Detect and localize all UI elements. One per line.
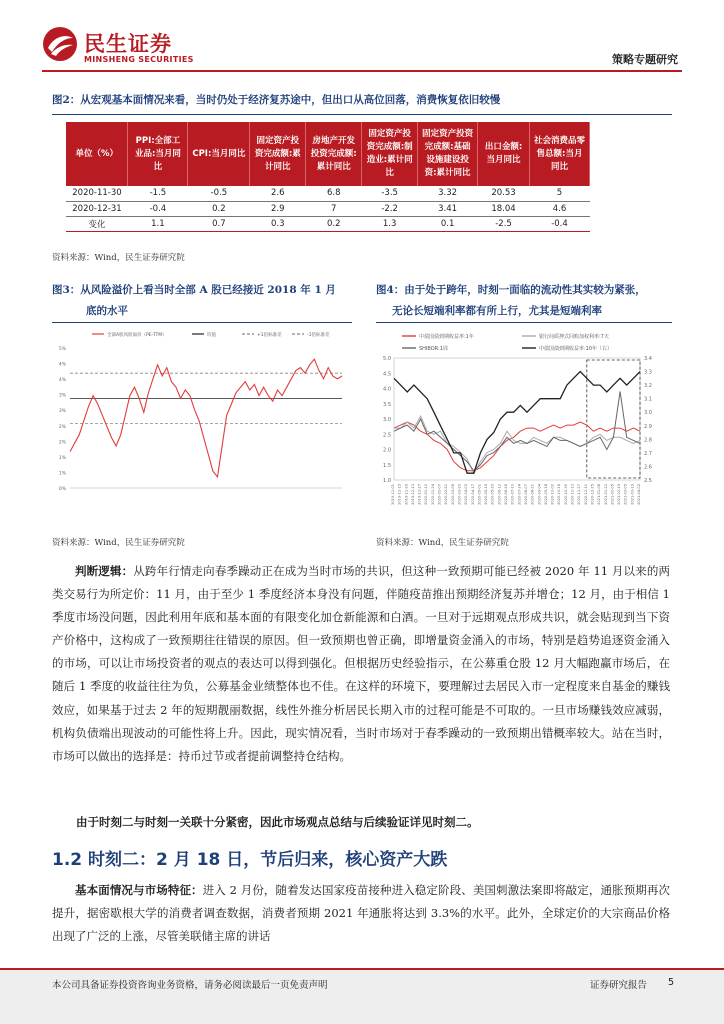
table-cell: -0.4 (128, 201, 188, 216)
x-tick-label: 2020-05-01 (477, 484, 482, 505)
y-left-tick-label: 2.5 (383, 432, 391, 439)
rate-series-line (394, 416, 640, 474)
page-header (0, 0, 724, 74)
y-left-tick-label: 1.5 (383, 462, 391, 469)
y-left-tick-label: 3.0 (383, 417, 391, 423)
table-cell: 0.7 (188, 216, 250, 231)
table-cell: 2020-11-30 (66, 186, 128, 201)
y-tick-label: 4% (58, 362, 66, 368)
table-cell: 0.3 (250, 216, 306, 231)
x-tick-label: 2020-05-15 (484, 484, 489, 505)
x-tick-label: 2020-04-03 (464, 484, 469, 505)
x-tick-label: 2019-12-13 (410, 484, 415, 505)
y-left-tick-label: 4.5 (383, 371, 391, 378)
figure4-caption-line1: 图4：由于处于跨年，时刻一面临的流动性其实较为紧张， (376, 284, 646, 296)
risk-premium-chart (52, 326, 352, 526)
y-tick-label: 2% (58, 424, 66, 430)
table-cell: 5 (530, 186, 590, 201)
table-cell: 1.1 (128, 216, 188, 231)
figure2-caption-underline (52, 114, 672, 115)
rate-series-line (394, 422, 640, 471)
x-tick-label: 2020-02-21 (444, 484, 449, 505)
x-tick-label: 2020-04-17 (470, 484, 475, 505)
table-header-cell: 出口金额:当月同比 (478, 122, 530, 186)
figure3-caption-line1: 图3：从风险溢价上看当时全部 A 股已经接近 2018 年 1 月 (52, 284, 336, 296)
fundamentals-text: 进入 2 月份，随着发达国家疫苗接种进入稳定阶段、美国刺激法案即将敲定，通胀预期再次提升，据密歇根大学的消费者调查数据，消费者预期 2021 年通胀将达到 3.3%的水平。此外，全球定价的大宗商品价格出现了广泛的上涨，尽管美联储主席的讲话 (52, 883, 671, 944)
table-header-cell: PPI:全部工业品:当月同比 (128, 122, 188, 186)
table-cell: 1.3 (362, 216, 418, 231)
x-tick-label: 2021-03-19 (630, 484, 635, 505)
legend-label: 中债国债到期收益率:10年（右） (539, 346, 613, 352)
y-right-tick-label: 3.3 (644, 369, 652, 376)
table-cell: 0.2 (306, 216, 362, 231)
table-cell: 3.41 (418, 201, 478, 216)
rate-series-line (394, 392, 640, 471)
y-right-tick-label: 2.8 (644, 437, 652, 444)
x-tick-label: 2020-11-27 (577, 484, 582, 505)
table-cell: -0.4 (530, 216, 590, 231)
y-tick-label: 1% (58, 471, 66, 477)
y-right-tick-label: 2.5 (644, 478, 652, 484)
header-divider (42, 70, 682, 72)
y-right-tick-label: 2.9 (644, 423, 652, 430)
table-row (66, 216, 590, 231)
figure3-caption-line2: 底的水平 (86, 305, 128, 317)
y-tick-label: 4% (58, 378, 66, 384)
x-tick-label: 2020-10-16 (557, 484, 562, 505)
table-header-cell: 房地产开发投资完成额:累计同比 (306, 122, 362, 186)
plot-frame (394, 358, 640, 480)
table-header-cell: 固定资产投资完成额:基础设施建设投资:累计同比 (418, 122, 478, 186)
x-tick-label: 2020-06-12 (497, 484, 502, 505)
minsheng-logo (42, 26, 212, 70)
x-tick-label: 2020-03-06 (450, 484, 455, 505)
table-header-cell: 固定资产投资完成额:累计同比 (250, 122, 306, 186)
figure4-caption-underline (376, 322, 672, 323)
y-left-tick-label: 5.0 (383, 356, 391, 362)
minsheng-logo-icon (42, 26, 78, 62)
logo-text-en: MINSHENG SECURITIES (84, 55, 194, 64)
table-cell: 0.1 (418, 216, 478, 231)
legend-label: +1倍标准差 (257, 333, 282, 338)
y-left-tick-label: 4.0 (383, 386, 391, 393)
y-tick-label: 2% (58, 440, 66, 446)
table-cell: -2.5 (478, 216, 530, 231)
table-cell: 4.6 (530, 201, 590, 216)
x-tick-label: 2020-08-07 (523, 484, 528, 505)
table-cell: 20.53 (478, 186, 530, 201)
y-right-tick-label: 3.2 (644, 383, 652, 390)
report-type: 策略专题研究 (612, 53, 678, 66)
x-tick-label: 2019-12-27 (417, 484, 422, 505)
macro-table (66, 122, 590, 232)
y-tick-label: 3% (58, 393, 66, 399)
legend-label: 中债国债到期收益率:1年 (419, 334, 474, 340)
y-tick-label: 3% (58, 409, 66, 415)
table-cell: 2.6 (250, 186, 306, 201)
legend-label: 银行间质押式回购加权利率:7天 (539, 334, 609, 340)
table-cell: -3.5 (362, 186, 418, 201)
y-right-tick-label: 3.0 (644, 410, 652, 417)
x-tick-label: 2020-06-26 (504, 484, 509, 505)
y-tick-label: 0% (58, 487, 66, 492)
table-cell: 6.8 (306, 186, 362, 201)
table-header-row (66, 122, 590, 186)
fundamentals-label: 基本面情况与市场特征： (75, 883, 203, 897)
x-tick-label: 2020-07-24 (517, 484, 522, 505)
x-tick-label: 2020-03-20 (457, 484, 462, 505)
judgment-label: 判断逻辑： (75, 564, 134, 578)
y-right-tick-label: 3.1 (644, 396, 652, 403)
x-tick-label: 2021-02-19 (617, 484, 622, 505)
interest-rate-chart (372, 326, 672, 536)
x-tick-label: 2020-08-21 (530, 484, 535, 505)
table-header-cell: 固定资产投资完成额:制造业:累计同比 (362, 122, 418, 186)
y-tick-label: 5% (58, 347, 66, 352)
table-cell: 2.9 (250, 201, 306, 216)
y-right-tick-label: 2.7 (644, 450, 652, 457)
x-tick-label: 2020-05-29 (490, 484, 495, 505)
footer-divider (0, 968, 724, 970)
x-tick-label: 2020-01-10 (424, 484, 429, 505)
page-number: 5 (668, 977, 675, 988)
section-heading: 1.2 时刻二：2 月 18 日，节后归来，核心资产大跌 (52, 850, 448, 870)
x-tick-label: 2019-11-15 (397, 484, 402, 505)
x-tick-label: 2020-09-18 (543, 484, 548, 505)
table-cell: 2020-12-31 (66, 201, 128, 216)
table-cell: -1.5 (128, 186, 188, 201)
judgment-paragraph (52, 560, 670, 768)
bold-note: 由于时刻二与时刻一关联十分紧密，因此市场观点总结与后续验证详见时刻二。 (76, 815, 479, 829)
x-tick-label: 2020-01-24 (430, 484, 435, 505)
table-header-cell: 单位（%） (66, 122, 128, 186)
legend-label: -1倍标准差 (307, 333, 330, 338)
figure4-source: 资料来源：Wind，民生证券研究院 (376, 538, 509, 548)
judgment-text: 从跨年行情走向春季躁动正在成为当时市场的共识，但这种一致预期可能已经被 2020 年 11 月以来的两类交易行为所定价：11 月，由于至少 1 季度经济本身没有问题，伴随疫苗推出预期经济复苏并增仓；12 月，由于相信 1 季度市场没问题，因此利用年底和基本面的有限变化加仓新能源和白酒。一旦对于远期观点形成共识，就会贴现到当下资产价格中，这构成了一致预期往往错误的原因。但一致预期也曾正确，即增量资金涌入的市场，特别是趋势追逐资金涌入的市场，可以让市场投资者的观点的表达可以得到强化。但根据历史经验指示，在公募重仓股 12 月大幅跑赢市场后，在随后 1 季度的收益往往为负，公募基金业绩整体也不佳。在这样的环境下，要理解过去居民入市一定程度来自基金的赚钱效应，如果基于过去 2 年的短期靓丽数据，线性外推分析居民长期入市的过程可能是不可取的。一旦市场赚钱效应减弱，机构负债端出现波动的可能性将上升。因此，现实情况看，当时市场对于春季躁动的一致预期出错概率较大。站在当时，市场可以做出的选择是：持币过节或者提前调整持仓结构。 (52, 564, 670, 763)
table-cell: -2.2 (362, 201, 418, 216)
figure3-source: 资料来源：Wind，民生证券研究院 (52, 538, 185, 548)
y-right-tick-label: 3.4 (644, 356, 652, 362)
x-tick-label: 2020-12-11 (583, 484, 588, 505)
table-row (66, 201, 590, 216)
table-header-cell: CPI:当月同比 (188, 122, 250, 186)
x-tick-label: 2020-07-10 (510, 484, 515, 505)
figure2-caption: 图2：从宏观基本面情况来看，当时仍处于经济复苏途中，但出口从高位回落，消费恢复依旧较慢 (52, 94, 501, 106)
x-tick-label: 2020-10-30 (563, 484, 568, 505)
figure2-source: 资料来源：Wind，民生证券研究院 (52, 253, 185, 263)
x-tick-label: 2021-02-05 (610, 484, 615, 505)
x-tick-label: 2021-01-22 (603, 484, 608, 505)
y-left-tick-label: 1.0 (383, 478, 391, 484)
y-right-tick-label: 2.6 (644, 464, 652, 471)
figure3-caption-underline (52, 322, 352, 323)
x-tick-label: 2020-10-02 (550, 484, 555, 505)
highlight-box (587, 360, 640, 478)
y-tick-label: 1% (58, 455, 66, 461)
legend-label: 全部A股风险溢价（PE-TTM） (107, 333, 167, 338)
figure4-caption-line2: 无论长短端利率都有所上行，尤其是短端利率 (392, 305, 602, 317)
table-cell: 变化 (66, 216, 128, 231)
rate-series-line (394, 372, 640, 474)
legend-label: SHIBOR:1周 (419, 346, 448, 352)
x-tick-label: 2021-01-08 (597, 484, 602, 505)
logo-text-cn: 民生证券 (84, 32, 172, 56)
table-cell: -0.5 (188, 186, 250, 201)
table-row (66, 186, 590, 201)
x-tick-label: 2020-11-13 (570, 484, 575, 505)
legend-label: 均值 (207, 333, 216, 338)
x-tick-label: 2019-11-29 (404, 484, 409, 505)
table-cell: 0.2 (188, 201, 250, 216)
risk-premium-line (70, 359, 342, 477)
x-tick-label: 2020-09-04 (537, 484, 542, 505)
x-tick-label: 2020-02-07 (437, 484, 442, 505)
x-tick-label: 2019-11-01 (391, 484, 395, 505)
x-tick-label: 2021-03-05 (623, 484, 628, 505)
table-cell: 18.04 (478, 201, 530, 216)
x-tick-label: 2021-04-02 (637, 484, 641, 505)
table-cell: 7 (306, 201, 362, 216)
fundamentals-paragraph (52, 879, 670, 948)
footer-disclaimer: 本公司具备证券投资咨询业务资格，请务必阅读最后一页免责声明 (52, 980, 328, 991)
y-left-tick-label: 2.0 (383, 447, 391, 454)
y-left-tick-label: 3.5 (383, 401, 391, 408)
table-cell: 3.32 (418, 186, 478, 201)
table-header-cell: 社会消费品零售总额:当月同比 (530, 122, 590, 186)
x-tick-label: 2020-12-25 (590, 484, 595, 505)
footer-label: 证券研究报告 (590, 980, 648, 991)
